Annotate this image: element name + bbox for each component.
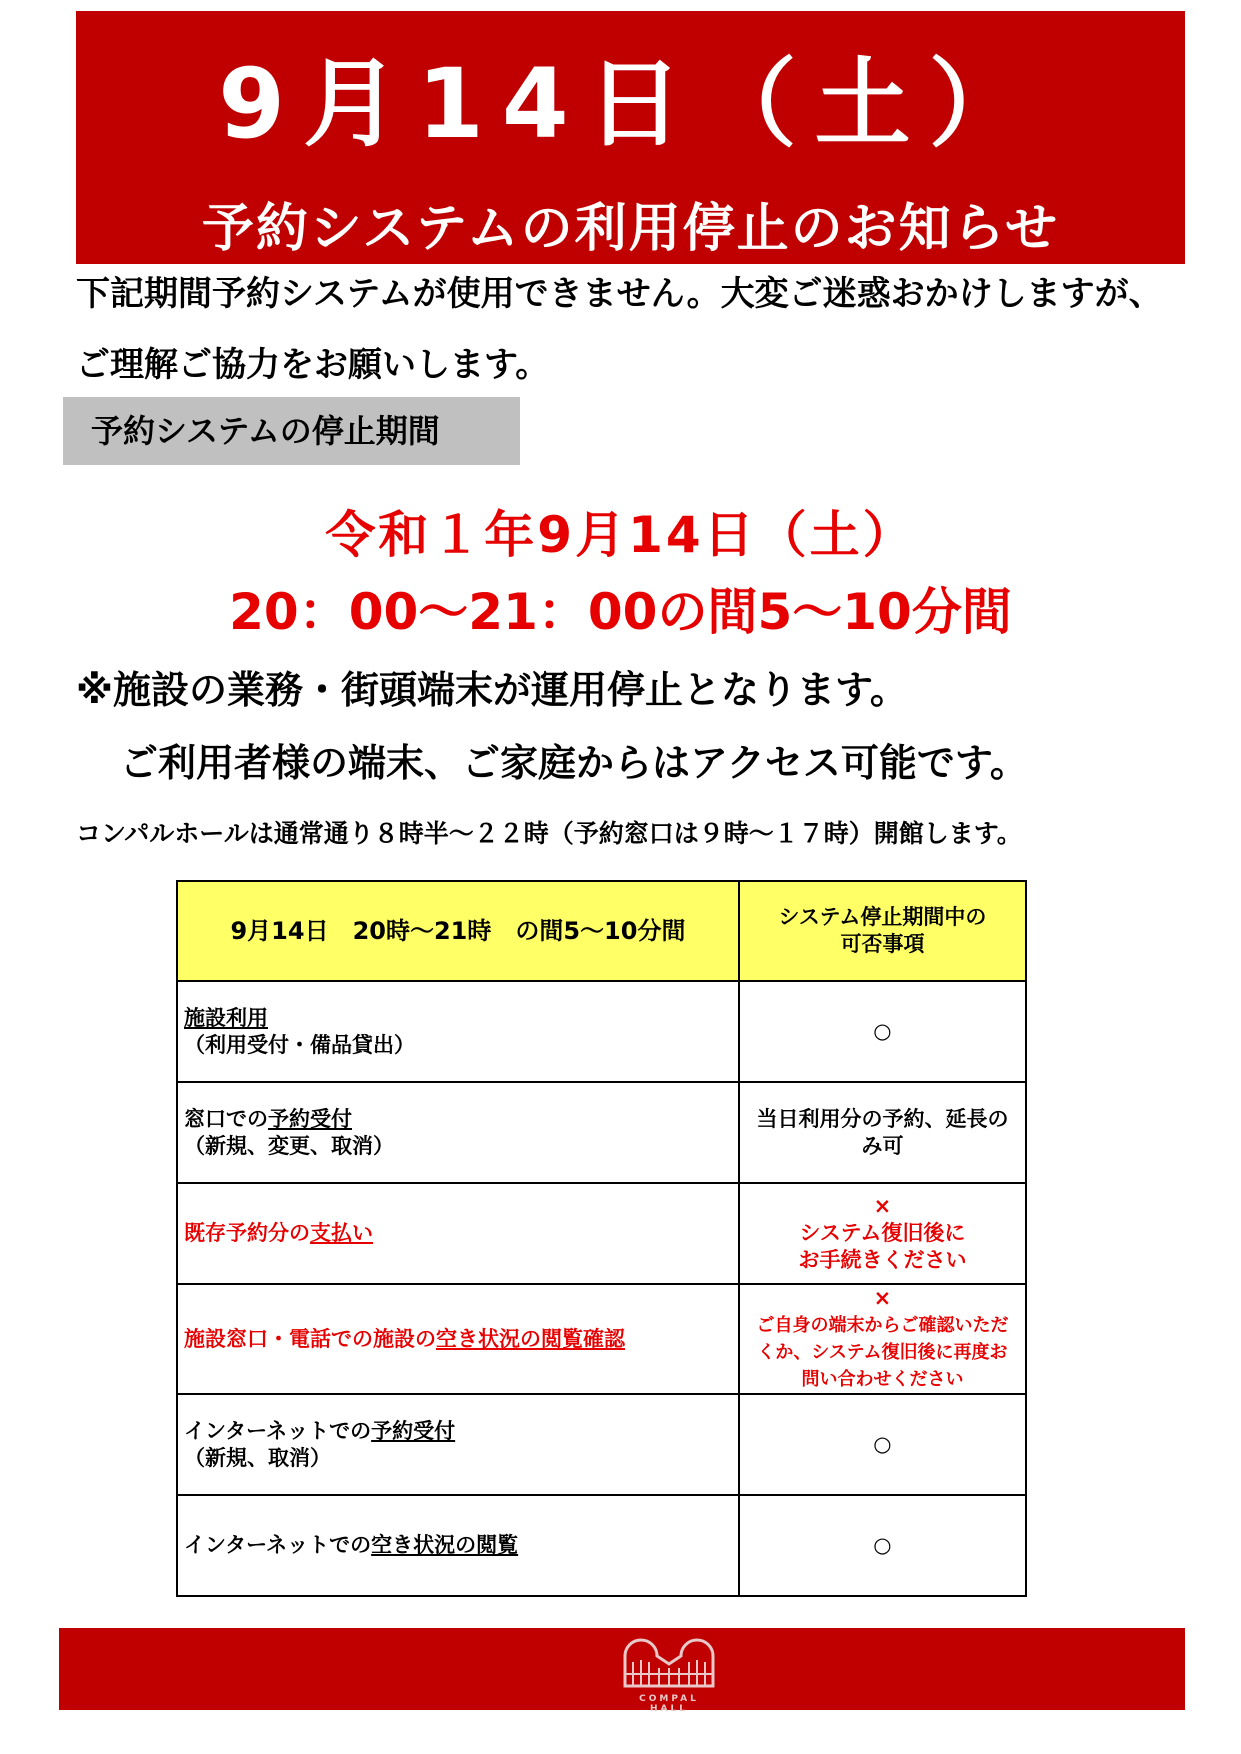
header-period: 9月14日 20時～21時 の間5～10分間 [177, 881, 739, 981]
cross-mark: × [873, 1194, 892, 1218]
row-value: × ご自身の端末からご確認いただ くか、システム復旧後に再度お 問い合わせください [739, 1284, 1026, 1394]
footer-bar [59, 1628, 1185, 1714]
banner-title: 予約システムの利用停止のお知らせ [201, 199, 1060, 259]
logo-text: COMPAL HALL [639, 1694, 699, 1714]
cross-mark: × [873, 1286, 892, 1310]
row-value: ○ [739, 1495, 1026, 1596]
table-row [177, 1495, 1026, 1596]
availability-table [176, 880, 1027, 1597]
row-label: 既存予約分の支払い [177, 1183, 739, 1284]
row-value: × システム復旧後に お手続きください [739, 1183, 1026, 1284]
header-availability: システム停止期間中の 可否事項 [739, 881, 1026, 981]
row-label: 窓口での予約受付 （新規、変更、取消） [177, 1082, 739, 1183]
note-line-2: ご利用者様の端末、ご家庭からはアクセス可能です。 [120, 741, 1028, 785]
row-value: ○ [739, 981, 1026, 1082]
row-label: インターネットでの予約受付 （新規、取消） [177, 1394, 739, 1495]
table-row [177, 1284, 1026, 1394]
period-label: 予約システムの停止期間 [63, 397, 520, 465]
intro-line-2: ご理解ご協力をお願いします。 [76, 345, 550, 385]
row-value: ○ [739, 1394, 1026, 1495]
note-line-1: ※施設の業務・街頭端末が運用停止となります。 [76, 668, 908, 712]
table-row [177, 1394, 1026, 1495]
building-icon [619, 1634, 719, 1690]
intro-line-1: 下記期間予約システムが使用できません。大変ご迷惑おかけしますが、 [76, 274, 1163, 314]
table-row [177, 1082, 1026, 1183]
table-row [177, 981, 1026, 1082]
compal-hall-logo [619, 1634, 719, 1714]
row-label: 施設利用 （利用受付・備品貸出） [177, 981, 739, 1082]
table-header-row [177, 881, 1026, 981]
period-time: 20：00～21：00の間5～10分間 [229, 583, 1012, 641]
opening-hours: コンパルホールは通常通り８時半～２２時（予約窓口は９時～１７時）開館します。 [76, 819, 1022, 848]
table-row [177, 1183, 1026, 1284]
row-label: インターネットでの空き状況の閲覧 [177, 1495, 739, 1596]
banner-date: 9月14日（土） [218, 48, 1043, 160]
row-label: 施設窓口・電話での施設の空き状況の閲覧確認 [177, 1284, 739, 1394]
period-date: 令和１年9月14日（土） [325, 506, 916, 564]
title-banner [76, 11, 1185, 264]
row-value: 当日利用分の予約、延長の み可 [739, 1082, 1026, 1183]
